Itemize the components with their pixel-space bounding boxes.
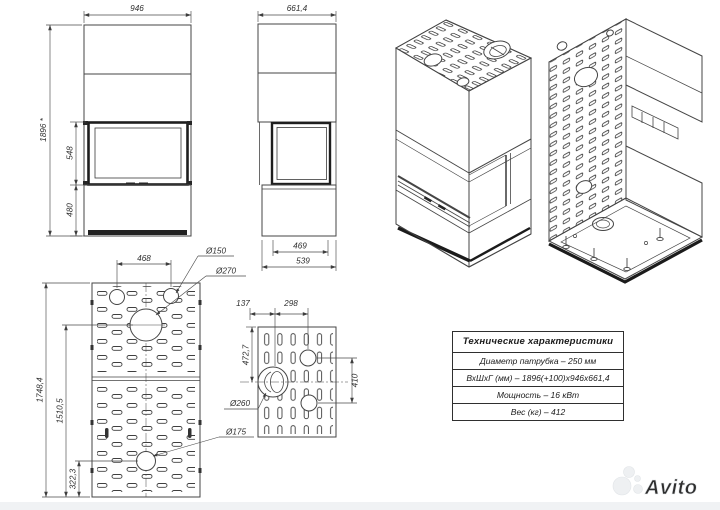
photo-edge-strip: [0, 502, 720, 510]
side-panel-view: [240, 327, 348, 437]
rear-panel-view: [91, 283, 202, 497]
dim-rear-height-bottom: 322,3: [68, 468, 78, 490]
dim-panel-holes-span: 410: [350, 373, 360, 388]
isometric-front-view: [396, 20, 531, 267]
label-hole-175: Ø175: [225, 427, 247, 437]
spec-table: [452, 331, 624, 421]
front-view: [83, 25, 192, 236]
dim-side-outer: 539: [296, 256, 310, 266]
label-hole-270: Ø270: [215, 266, 237, 276]
dim-rear-height-upper: 1510,5: [55, 398, 65, 424]
dim-side-inner: 469: [293, 241, 307, 251]
spec-table-title: Технические характеристики: [453, 332, 623, 353]
dim-side-depth: 661,4: [286, 4, 308, 13]
spec-row-power: Мощность – 16 кВт: [453, 387, 623, 404]
dim-rear-top-span: 468: [137, 254, 151, 263]
dim-panel-span: 298: [284, 299, 298, 308]
label-hole-150: Ø150: [205, 246, 227, 256]
spec-row-diameter: Диаметр патрубка – 250 мм: [453, 353, 623, 370]
dim-panel-height: 472,7: [241, 344, 251, 366]
dim-rear-height-total: 1748,4: [35, 377, 45, 403]
dim-front-window-height: 548: [65, 146, 75, 160]
label-hole-260: Ø260: [229, 399, 251, 408]
avito-watermark: [613, 467, 698, 500]
side-view: [258, 24, 336, 236]
dim-front-base-height: 480: [65, 203, 75, 217]
dim-panel-offset: 137: [236, 299, 250, 308]
spec-row-dimensions: ВхШхГ (мм) – 1896(+100)х946х661,4: [453, 370, 623, 387]
spec-row-weight: Вес (кг) – 412: [510, 407, 566, 417]
isometric-rear-view: [549, 19, 702, 282]
dim-front-width: 946: [130, 4, 144, 13]
dim-front-height: 1896 *: [39, 118, 48, 142]
avito-logo-icon: [613, 467, 643, 496]
avito-watermark-text: Avito: [645, 477, 698, 499]
